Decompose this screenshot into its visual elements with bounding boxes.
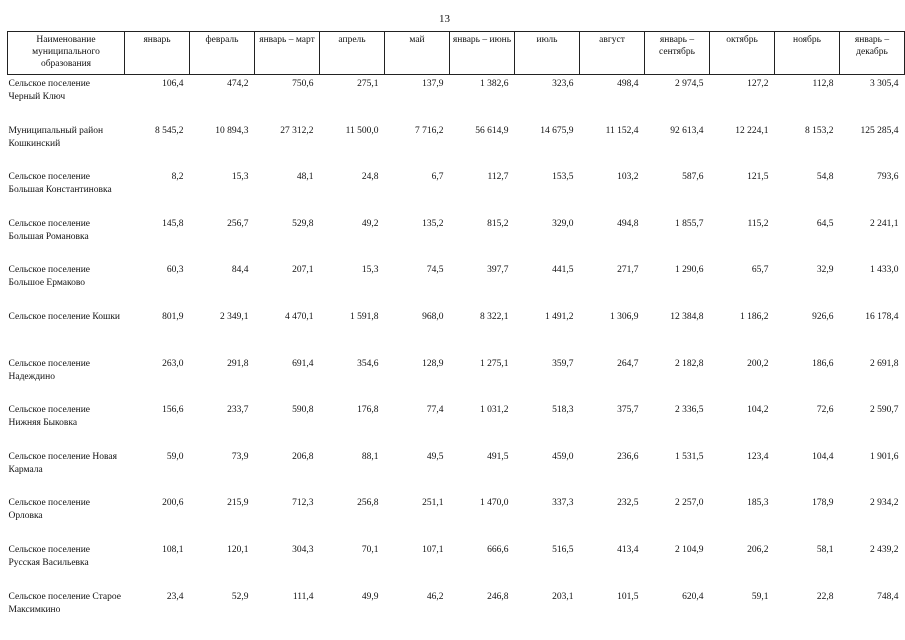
table-cell: 137,9 xyxy=(422,79,444,89)
table-cell: 77,4 xyxy=(426,405,444,416)
table-cell: 16 178,4 xyxy=(865,311,899,322)
table-cell: 14 675,9 xyxy=(540,125,574,136)
table-cell: 397,7 xyxy=(487,265,509,276)
header-column: январь – сентябрь xyxy=(645,32,710,75)
table-cell: 2 974,5 xyxy=(675,79,704,89)
table-cell: 232,5 xyxy=(617,498,639,509)
table-cell: 73,9 xyxy=(231,451,249,462)
table-cell: 304,3 xyxy=(292,544,314,555)
table-cell: 120,1 xyxy=(227,544,249,555)
table-cell: 52,9 xyxy=(231,591,249,602)
table-cell: 1 306,9 xyxy=(610,311,639,322)
table-cell: 185,3 xyxy=(747,498,769,509)
table-row xyxy=(8,448,905,495)
table-cell: 2 691,8 xyxy=(870,358,899,369)
table-cell: 8 153,2 xyxy=(805,125,834,136)
table-cell: 156,6 xyxy=(162,405,184,416)
table-cell: 49,9 xyxy=(361,591,379,602)
table-cell: 750,6 xyxy=(292,79,314,89)
table-cell: 246,8 xyxy=(487,591,509,602)
row-name: Сельское поселение Черный Ключ xyxy=(8,79,91,102)
table-cell: 968,0 xyxy=(422,311,444,322)
table-cell: 256,8 xyxy=(357,498,379,509)
table-cell: 11 152,4 xyxy=(605,125,639,136)
table-cell: 529,8 xyxy=(292,218,314,229)
table-cell: 92 613,4 xyxy=(670,125,704,136)
table-cell: 48,1 xyxy=(296,172,314,183)
table-cell: 8,2 xyxy=(171,172,184,183)
table-cell: 441,5 xyxy=(552,265,574,276)
table-cell: 329,0 xyxy=(552,218,574,229)
header-name: Наименование муниципального образования xyxy=(8,32,125,75)
table-cell: 2 439,2 xyxy=(870,544,899,555)
table-cell: 2 182,8 xyxy=(675,358,704,369)
table-cell: 1 031,2 xyxy=(480,405,509,416)
page-number: 13 xyxy=(439,13,450,25)
row-name: Сельское поселение Орловка xyxy=(8,498,91,522)
table-cell: 323,6 xyxy=(552,79,574,89)
table-cell: 1 491,2 xyxy=(545,311,574,322)
table-cell: 10 894,3 xyxy=(215,125,249,136)
table-cell: 135,2 xyxy=(422,218,444,229)
table-cell: 15,3 xyxy=(361,265,379,276)
table-cell: 2 590,7 xyxy=(870,405,899,416)
table-row xyxy=(8,541,905,588)
table-cell: 926,6 xyxy=(812,311,834,322)
table-cell: 801,9 xyxy=(162,311,184,322)
table-cell: 271,7 xyxy=(617,265,639,276)
header-column: февраль xyxy=(190,32,255,75)
table-row xyxy=(8,588,905,635)
table-cell: 793,6 xyxy=(877,172,899,183)
table-cell: 106,4 xyxy=(162,79,184,89)
table-cell: 84,4 xyxy=(231,265,249,276)
table-cell: 1 186,2 xyxy=(740,311,769,322)
table-cell: 264,7 xyxy=(617,358,639,369)
table-cell: 1 382,6 xyxy=(480,79,509,89)
table-cell: 1 531,5 xyxy=(675,451,704,462)
table-cell: 1 290,6 xyxy=(675,265,704,276)
header-column: апрель xyxy=(320,32,385,75)
row-name: Сельское поселение Большая Романовка xyxy=(8,218,91,242)
table-cell: 186,6 xyxy=(812,358,834,369)
table-cell: 128,9 xyxy=(422,358,444,369)
table-cell: 207,1 xyxy=(292,265,314,276)
table-cell: 46,2 xyxy=(426,591,444,602)
table-cell: 8 545,2 xyxy=(155,125,184,136)
table-cell: 11 500,0 xyxy=(345,125,379,136)
table-cell: 4 470,1 xyxy=(285,311,314,322)
table-cell: 8 322,1 xyxy=(480,311,509,322)
table-cell: 587,6 xyxy=(682,172,704,183)
table-cell: 49,5 xyxy=(426,451,444,462)
table-cell: 1 591,8 xyxy=(350,311,379,322)
table-row xyxy=(8,355,905,402)
table-cell: 354,6 xyxy=(357,358,379,369)
table-cell: 70,1 xyxy=(361,544,379,555)
table-cell: 178,9 xyxy=(812,498,834,509)
table-cell: 516,5 xyxy=(552,544,574,555)
table-row xyxy=(8,401,905,448)
table-cell: 275,1 xyxy=(357,79,379,89)
table-cell: 2 241,1 xyxy=(870,218,899,229)
table-cell: 59,0 xyxy=(166,451,184,462)
table-row xyxy=(8,122,905,169)
table-cell: 65,7 xyxy=(751,265,769,276)
table-row xyxy=(8,308,905,355)
table-cell: 337,3 xyxy=(552,498,574,509)
row-name: Сельское поселение Большая Константиновка xyxy=(8,172,112,196)
row-name: Сельское поселение Нижняя Быковка xyxy=(8,405,91,429)
table-cell: 115,2 xyxy=(747,218,769,229)
table-cell: 58,1 xyxy=(816,544,834,555)
table-cell: 49,2 xyxy=(361,218,379,229)
row-name: Муниципальный район Кошкинский xyxy=(8,125,104,149)
table-cell: 2 349,1 xyxy=(220,311,249,322)
table-cell: 23,4 xyxy=(166,591,184,602)
table-cell: 1 275,1 xyxy=(480,358,509,369)
table-cell: 666,6 xyxy=(487,544,509,555)
table-cell: 59,1 xyxy=(751,591,769,602)
table-cell: 712,3 xyxy=(292,498,314,509)
table-cell: 153,5 xyxy=(552,172,574,183)
table-row xyxy=(8,75,905,122)
table-cell: 413,4 xyxy=(617,544,639,555)
header-column: октябрь xyxy=(710,32,775,75)
header-column: январь xyxy=(125,32,190,75)
table-cell: 121,5 xyxy=(747,172,769,183)
row-name: Сельское поселение Надеждино xyxy=(8,358,91,382)
table-cell: 206,2 xyxy=(747,544,769,555)
table-cell: 145,8 xyxy=(162,218,184,229)
table-cell: 107,1 xyxy=(422,544,444,555)
table-cell: 88,1 xyxy=(361,451,379,462)
table-cell: 200,2 xyxy=(747,358,769,369)
table-cell: 56 614,9 xyxy=(475,125,509,136)
table-row xyxy=(8,261,905,308)
row-name: Сельское поселение Новая Кармала xyxy=(8,451,117,475)
table-cell: 72,6 xyxy=(816,405,834,416)
table-cell: 60,3 xyxy=(166,265,184,276)
table-cell: 815,2 xyxy=(487,218,509,229)
table-cell: 74,5 xyxy=(426,265,444,276)
header-column: август xyxy=(580,32,645,75)
table-cell: 127,2 xyxy=(747,79,769,89)
table-cell: 103,2 xyxy=(617,172,639,183)
table-row xyxy=(8,215,905,262)
table-cell: 748,4 xyxy=(877,591,899,602)
table-cell: 203,1 xyxy=(552,591,574,602)
table-cell: 236,6 xyxy=(617,451,639,462)
table-cell: 101,5 xyxy=(617,591,639,602)
table-cell: 620,4 xyxy=(682,591,704,602)
header-column: январь – июнь xyxy=(450,32,515,75)
header-column: ноябрь xyxy=(775,32,840,75)
table-cell: 590,8 xyxy=(292,405,314,416)
table-cell: 474,2 xyxy=(227,79,249,89)
table-cell: 22,8 xyxy=(816,591,834,602)
table-cell: 112,8 xyxy=(812,79,834,89)
table-cell: 459,0 xyxy=(552,451,574,462)
table-cell: 6,7 xyxy=(431,172,444,183)
table-cell: 2 104,9 xyxy=(675,544,704,555)
table-cell: 215,9 xyxy=(227,498,249,509)
header-column: июль xyxy=(515,32,580,75)
table-cell: 54,8 xyxy=(816,172,834,183)
table-cell: 2 336,5 xyxy=(675,405,704,416)
table-cell: 359,7 xyxy=(552,358,574,369)
table-header-row xyxy=(8,32,905,75)
table-cell: 1 433,0 xyxy=(870,265,899,276)
table-cell: 251,1 xyxy=(422,498,444,509)
table-cell: 494,8 xyxy=(617,218,639,229)
table-cell: 27 312,2 xyxy=(280,125,314,136)
table-cell: 1 901,6 xyxy=(870,451,899,462)
table-cell: 491,5 xyxy=(487,451,509,462)
table-cell: 104,4 xyxy=(812,451,834,462)
table-cell: 64,5 xyxy=(816,218,834,229)
table-cell: 375,7 xyxy=(617,405,639,416)
table-cell: 108,1 xyxy=(162,544,184,555)
header-column: январь – март xyxy=(255,32,320,75)
table-cell: 24,8 xyxy=(361,172,379,183)
table-cell: 12 384,8 xyxy=(670,311,704,322)
table-cell: 104,2 xyxy=(747,405,769,416)
data-table xyxy=(7,31,905,634)
table-cell: 291,8 xyxy=(227,358,249,369)
header-column: январь – декабрь xyxy=(840,32,905,75)
header-column: май xyxy=(385,32,450,75)
table-row xyxy=(8,494,905,541)
row-name: Сельское поселение Старое Максимкино xyxy=(8,591,121,615)
row-name: Сельское поселение Русская Васильевка xyxy=(8,544,91,568)
table-cell: 2 934,2 xyxy=(870,498,899,509)
table-cell: 2 257,0 xyxy=(675,498,704,509)
table-cell: 125 285,4 xyxy=(860,125,899,136)
table-cell: 518,3 xyxy=(552,405,574,416)
table-cell: 15,3 xyxy=(231,172,249,183)
table-cell: 176,8 xyxy=(357,405,379,416)
table-cell: 111,4 xyxy=(292,591,314,602)
row-name: Сельское поселение Большое Ермаково xyxy=(8,265,91,289)
table-cell: 12 224,1 xyxy=(735,125,769,136)
table-cell: 200,6 xyxy=(162,498,184,509)
table-cell: 233,7 xyxy=(227,405,249,416)
table-cell: 32,9 xyxy=(816,265,834,276)
table-cell: 7 716,2 xyxy=(415,125,444,136)
table-cell: 112,7 xyxy=(487,172,509,183)
table-cell: 1 855,7 xyxy=(675,218,704,229)
table-cell: 498,4 xyxy=(617,79,639,89)
table-cell: 1 470,0 xyxy=(480,498,509,509)
table-cell: 263,0 xyxy=(162,358,184,369)
table-cell: 256,7 xyxy=(227,218,249,229)
table-row xyxy=(8,168,905,215)
table-cell: 691,4 xyxy=(292,358,314,369)
table-cell: 3 305,4 xyxy=(870,79,899,89)
row-name: Сельское поселение Кошки xyxy=(8,311,121,322)
table-cell: 123,4 xyxy=(747,451,769,462)
table-cell: 206,8 xyxy=(292,451,314,462)
